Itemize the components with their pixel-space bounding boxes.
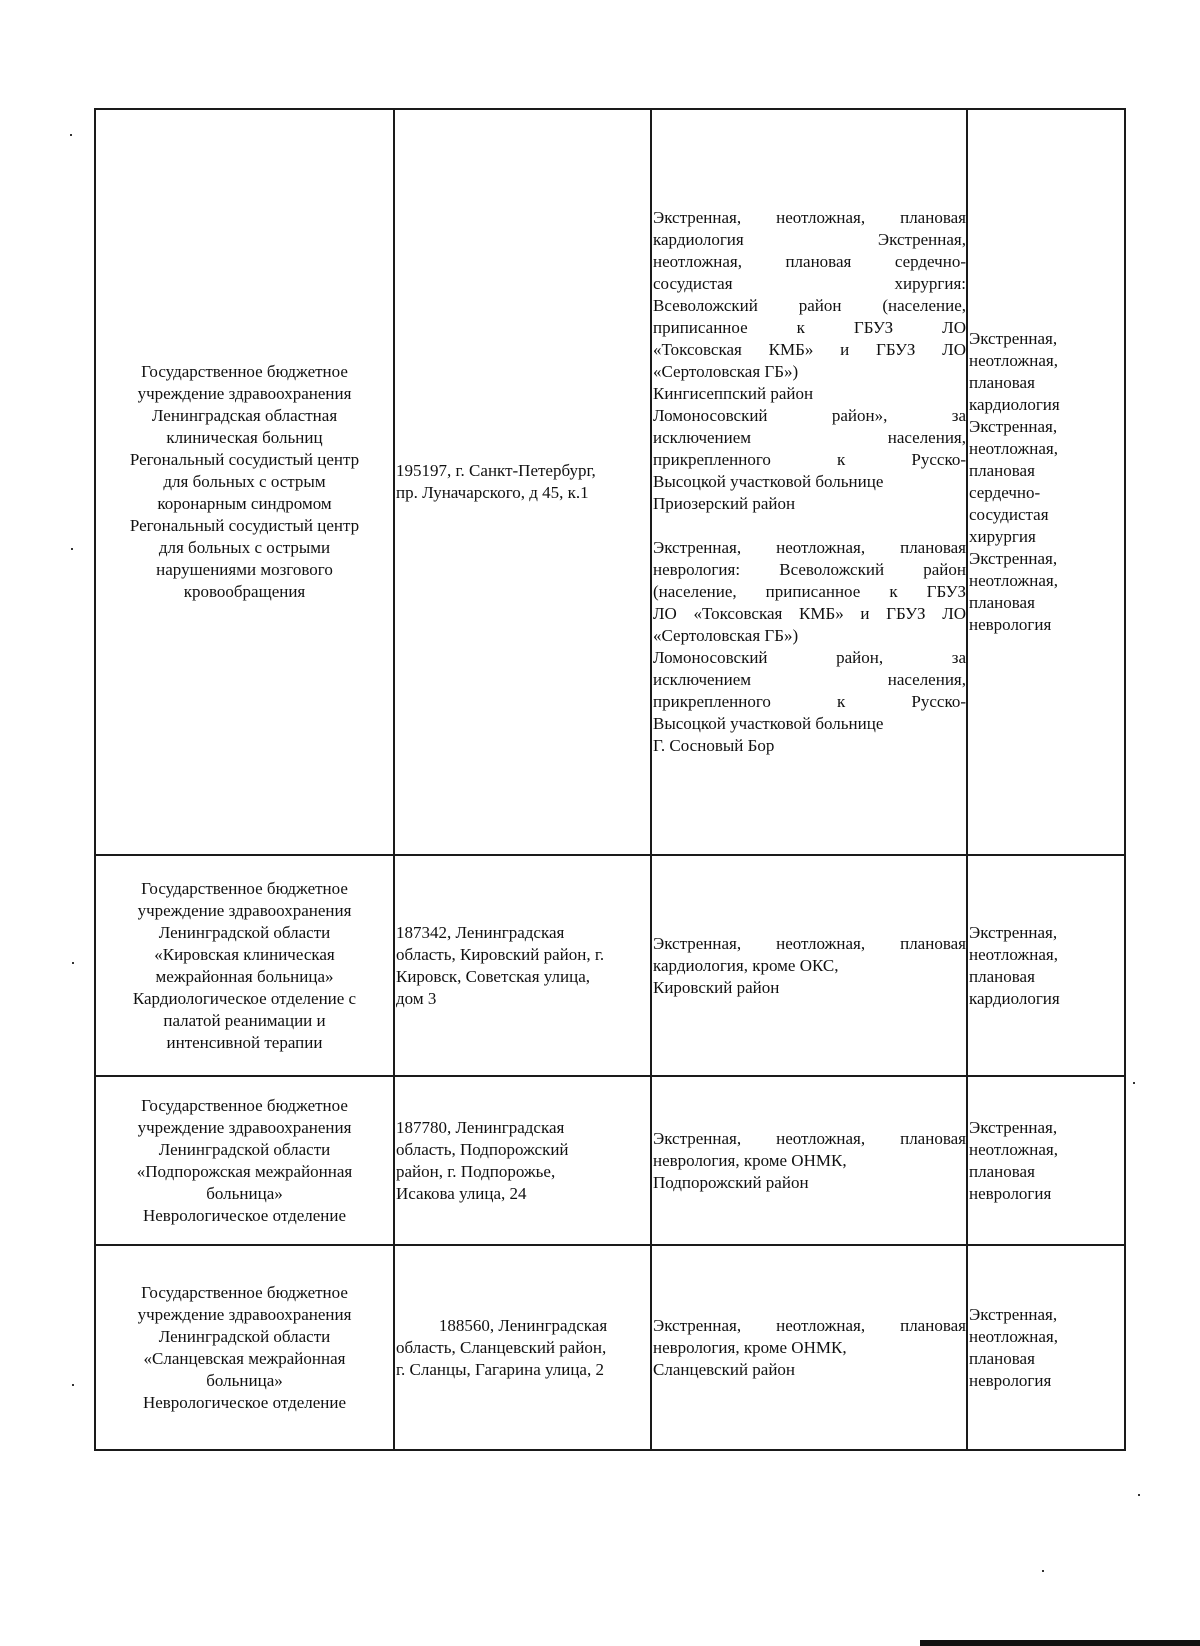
territory-line: приписанное к ГБУЗ ЛО	[653, 318, 966, 337]
territory-line: сосудистая хирургия:	[653, 274, 966, 293]
scan-speck	[72, 1384, 74, 1386]
care-profile-line: Экстренная,	[969, 922, 1058, 942]
facility-name-line: Государственное бюджетное	[141, 1282, 348, 1302]
service-territory-cell	[651, 109, 967, 855]
facility-name-line: клиническая больниц	[166, 428, 323, 447]
territory-line: «Сертоловская ГБ»)	[653, 362, 799, 381]
facility-name-line: больница»	[206, 1370, 283, 1390]
facility-name-cell	[95, 855, 394, 1076]
facility-address-line: Кировск, Советская улица,	[396, 966, 591, 986]
scan-speck	[72, 962, 74, 964]
territory-line: исключением населения,	[653, 428, 966, 447]
territory-line: прикрепленного к Русско-	[653, 692, 966, 711]
facility-name-line: для больных с острым	[163, 472, 326, 491]
scan-speck	[1042, 1570, 1044, 1572]
territory-line: Ломоносовский район», за	[653, 406, 966, 425]
territory-block	[653, 1315, 966, 1381]
territory-line: неврология, кроме ОНМК,	[653, 1337, 847, 1357]
scan-speck	[71, 548, 73, 550]
facilities-table	[94, 108, 1126, 1451]
care-profile-line: неотложная,	[969, 571, 1058, 590]
facility-address-line: область, Кировский район, г.	[396, 944, 605, 964]
territory-line: ЛО «Токсовская КМБ» и ГБУЗ ЛО	[653, 604, 966, 623]
facility-name-line: Государственное бюджетное	[141, 362, 348, 381]
facility-name-line: учреждение здравоохранения	[137, 384, 352, 403]
territory-block	[653, 207, 966, 515]
care-profile-cell	[967, 855, 1125, 1076]
facility-name-line: Ленинградской области	[158, 922, 331, 942]
care-profile-line: неврология	[969, 615, 1052, 634]
facility-name-line: Ленинградской области	[158, 1326, 331, 1346]
facility-address-cell	[394, 1076, 651, 1245]
territory-line: кардиология Экстренная,	[653, 230, 966, 249]
care-profile-line: неотложная,	[969, 439, 1058, 458]
care-profile-line: неврология	[969, 1183, 1052, 1203]
facility-name-line: Регональный сосудистый центр	[129, 516, 360, 535]
facility-name-cell	[95, 1076, 394, 1245]
facility-name-line: больница»	[206, 1183, 283, 1203]
care-profile-line: Экстренная,	[969, 1304, 1058, 1324]
facility-name-line: Кардиологическое отделение с	[132, 988, 357, 1008]
facility-name-line: Регональный сосудистый центр	[129, 450, 360, 469]
care-profile-line: Экстренная,	[969, 549, 1058, 568]
care-profile-line: неотложная,	[969, 944, 1058, 964]
territory-block	[653, 933, 966, 999]
territory-line: «Сертоловская ГБ»)	[653, 626, 799, 645]
facility-address-line: район, г. Подпорожье,	[396, 1161, 556, 1181]
table-row	[95, 1245, 1125, 1450]
facility-name-line: нарушениями мозгового	[156, 560, 333, 579]
facility-name-line: Государственное бюджетное	[141, 1095, 348, 1115]
facility-name-line: учреждение здравоохранения	[137, 1117, 352, 1137]
facility-name-line: для больных с острыми	[158, 538, 331, 557]
facility-address-line: г. Сланцы, Гагарина улица, 2	[396, 1359, 604, 1379]
facility-address-line: дом 3	[396, 988, 437, 1008]
facility-name-line: «Сланцевская межрайонная	[143, 1348, 346, 1368]
territory-line: Экстренная, неотложная, плановая	[653, 538, 966, 557]
care-profile-line: плановая	[969, 593, 1035, 612]
facility-address-cell	[394, 1245, 651, 1450]
scan-edge-bar	[920, 1640, 1200, 1646]
care-profile-line: неврология	[969, 1370, 1052, 1390]
care-profile-line: плановая	[969, 461, 1035, 480]
territory-line: Ломоносовский район, за	[653, 648, 966, 667]
facility-name-line: Государственное бюджетное	[141, 878, 348, 898]
facility-name-line: межрайонная больница»	[155, 966, 334, 986]
territory-line: Всеволожский район (население,	[653, 296, 966, 315]
facility-name-line: Неврологическое отделение	[142, 1392, 347, 1412]
facility-address-line: область, Сланцевский район,	[396, 1337, 607, 1357]
facility-name-line: Неврологическое отделение	[142, 1205, 347, 1225]
table-row	[95, 855, 1125, 1076]
territory-line: прикрепленного к Русско-	[653, 450, 966, 469]
facility-name-line: интенсивной терапии	[166, 1032, 323, 1052]
care-profile-cell	[967, 1076, 1125, 1245]
facility-address-line: Исакова улица, 24	[396, 1183, 527, 1203]
territory-line: Экстренная, неотложная, плановая	[653, 1315, 966, 1335]
care-profile-line: плановая	[969, 1161, 1035, 1181]
territory-line: неврология: Всеволожский район	[653, 560, 966, 579]
care-profile-line: неотложная,	[969, 1326, 1058, 1346]
facility-address-line: 195197, г. Санкт-Петербург,	[396, 461, 596, 480]
territory-line: исключением населения,	[653, 670, 966, 689]
care-profile-line: неотложная,	[969, 1139, 1058, 1159]
facility-name-cell	[95, 1245, 394, 1450]
territory-line: Высоцкой участковой больнице	[653, 472, 884, 491]
care-profile-line: кардиология	[969, 988, 1060, 1008]
facility-address-cell	[394, 109, 651, 855]
care-profile-line: Экстренная,	[969, 417, 1058, 436]
facility-address-line: 187780, Ленинградская	[396, 1117, 565, 1137]
care-profile-line: Экстренная,	[969, 1117, 1058, 1137]
territory-line: Кировский район	[653, 977, 780, 997]
facility-name-line: «Подпорожская межрайонная	[136, 1161, 353, 1181]
care-profile-line: неотложная,	[969, 351, 1058, 370]
territory-line: Приозерский район	[653, 494, 796, 513]
territory-line: неотложная, плановая сердечно-	[653, 252, 966, 271]
table-row	[95, 109, 1125, 855]
territory-line: Сланцевский район	[653, 1359, 796, 1379]
facility-name-line: коронарным синдромом	[157, 494, 332, 513]
territory-line: Высоцкой участковой больнице	[653, 714, 884, 733]
facilities-table-body	[95, 109, 1125, 1450]
care-profile-cell	[967, 1245, 1125, 1450]
care-profile-line: плановая	[969, 373, 1035, 392]
territory-line: «Токсовская КМБ» и ГБУЗ ЛО	[653, 340, 966, 359]
territory-line: Экстренная, неотложная, плановая	[653, 933, 966, 953]
facility-address-line: пр. Луначарского, д 45, к.1	[396, 483, 589, 502]
care-profile-cell	[967, 109, 1125, 855]
territory-line: (население, приписанное к ГБУЗ	[653, 582, 966, 601]
territory-line: Кингисеппский район	[653, 384, 814, 403]
territory-block	[653, 1128, 966, 1194]
facility-name-line: Ленинградская областная	[151, 406, 338, 425]
care-profile-line: Экстренная,	[969, 329, 1058, 348]
facility-name-line: палатой реанимации и	[163, 1010, 326, 1030]
facility-address-cell	[394, 855, 651, 1076]
territory-line: неврология, кроме ОНМК,	[653, 1150, 847, 1170]
scan-speck	[70, 134, 72, 136]
service-territory-cell	[651, 855, 967, 1076]
territory-line: Г. Сосновый Бор	[653, 736, 775, 755]
facility-address-line: 187342, Ленинградская	[396, 922, 565, 942]
territory-line: Подпорожский район	[653, 1172, 809, 1192]
facility-address-line: область, Подпорожский	[396, 1139, 569, 1159]
table-row	[95, 1076, 1125, 1245]
scan-speck	[1138, 1494, 1140, 1496]
service-territory-cell	[651, 1076, 967, 1245]
facility-name-cell	[95, 109, 394, 855]
care-profile-line: сердечно-	[969, 483, 1041, 502]
territory-line: Экстренная, неотложная, плановая	[653, 1128, 966, 1148]
territory-line: Экстренная, неотложная, плановая	[653, 208, 966, 227]
territory-line: кардиология, кроме ОКС,	[653, 955, 839, 975]
care-profile-line: плановая	[969, 1348, 1035, 1368]
scan-speck	[1133, 1082, 1135, 1084]
facility-name-line: «Кировская клиническая	[154, 944, 335, 964]
facility-address-line: 188560, Ленинградская	[438, 1315, 608, 1335]
facility-name-line: учреждение здравоохранения	[137, 900, 352, 920]
care-profile-line: кардиология	[969, 395, 1060, 414]
care-profile-line: хирургия	[969, 527, 1036, 546]
care-profile-line: плановая	[969, 966, 1035, 986]
service-territory-cell	[651, 1245, 967, 1450]
facility-name-line: кровообращения	[183, 582, 306, 601]
facility-name-line: Ленинградской области	[158, 1139, 331, 1159]
facility-name-line: учреждение здравоохранения	[137, 1304, 352, 1324]
territory-block	[653, 537, 966, 757]
care-profile-line: сосудистая	[969, 505, 1049, 524]
